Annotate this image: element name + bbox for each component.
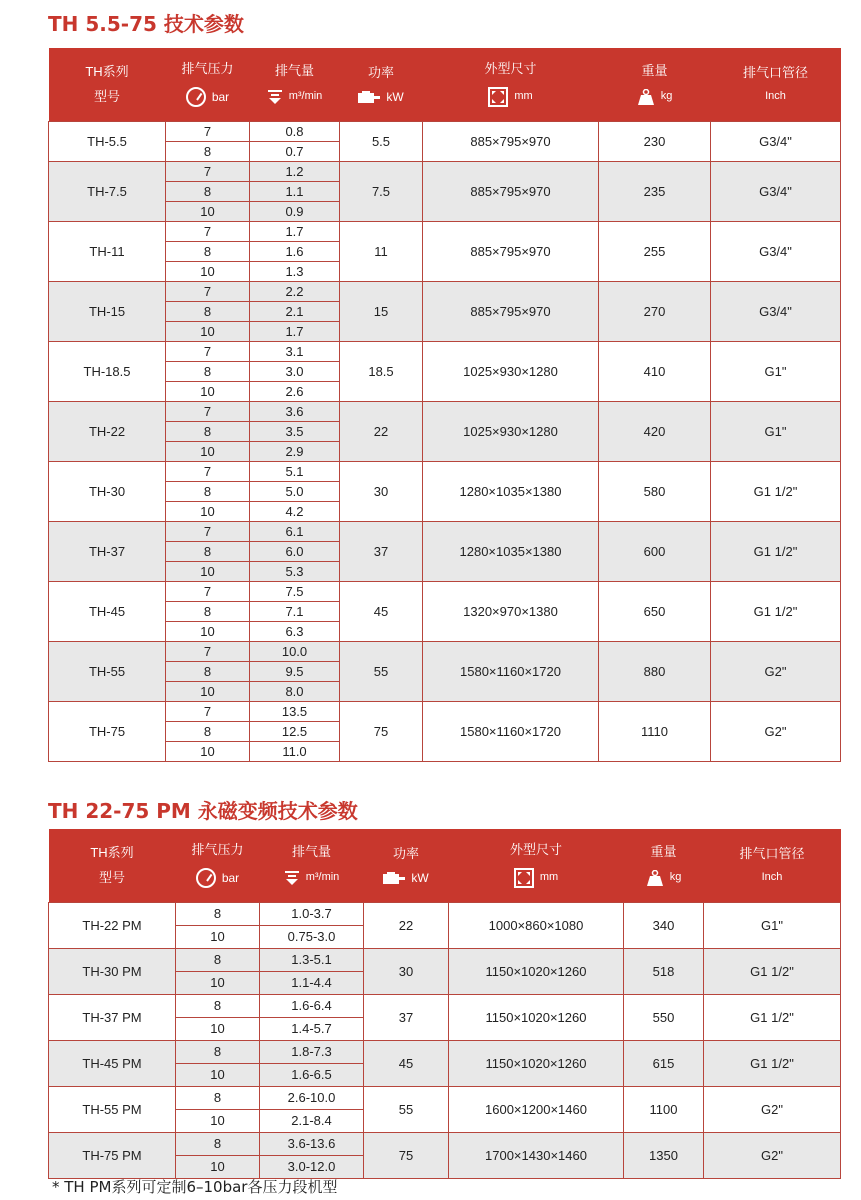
table-row	[49, 521, 841, 541]
header-dims-label: 外型尺寸	[509, 841, 562, 857]
weight-cell: 255	[599, 221, 711, 281]
spec-table-th-pm	[48, 829, 841, 1179]
motor-icon	[358, 91, 380, 103]
dims-cell: 1150×1020×1260	[449, 948, 624, 994]
model-cell: TH-22	[49, 401, 166, 461]
table-row	[49, 221, 841, 241]
flow-cell: 3.0-12.0	[260, 1155, 364, 1178]
dims-cell: 1025×930×1280	[423, 341, 599, 401]
pressure-cell: 8	[166, 421, 250, 441]
model-cell: TH-45 PM	[49, 1040, 176, 1086]
outlet-cell: G2"	[711, 641, 841, 701]
header-weight-unit: kg	[660, 90, 673, 103]
outlet-cell: G1 1/2"	[711, 521, 841, 581]
model-cell: TH-30	[49, 461, 166, 521]
pressure-cell: 7	[166, 461, 250, 481]
table-row	[49, 341, 841, 361]
weight-cell: 615	[624, 1040, 704, 1086]
header-model-label: TH系列	[90, 845, 134, 861]
outlet-cell: G1 1/2"	[704, 1040, 841, 1086]
header-flow-label: 排气量	[274, 62, 314, 78]
outlet-cell: G1"	[704, 902, 841, 948]
flow-cell: 13.5	[250, 701, 340, 721]
pressure-cell: 10	[166, 381, 250, 401]
dims-cell: 1700×1430×1460	[449, 1132, 624, 1178]
header-model-label: TH系列	[85, 64, 129, 80]
table-row	[49, 581, 841, 601]
header-outlet-unit: Inch	[765, 90, 786, 103]
pressure-cell: 8	[166, 141, 250, 161]
power-cell: 55	[364, 1086, 449, 1132]
power-cell: 11	[340, 221, 423, 281]
table-row	[49, 994, 841, 1017]
table-row	[49, 281, 841, 301]
header-weight	[599, 48, 711, 121]
header-dims-label: 外型尺寸	[484, 60, 537, 76]
flow-cell: 8.0	[250, 681, 340, 701]
dims-cell: 885×795×970	[423, 221, 599, 281]
header-flow	[250, 48, 340, 121]
header-outlet-label: 排气口管径	[739, 846, 805, 862]
weight-cell: 230	[599, 121, 711, 161]
power-cell: 18.5	[340, 341, 423, 401]
dims-cell: 1320×970×1380	[423, 581, 599, 641]
pressure-cell: 10	[166, 261, 250, 281]
flow-cell: 3.6	[250, 401, 340, 421]
dims-cell: 1150×1020×1260	[449, 1040, 624, 1086]
outlet-cell: G2"	[704, 1132, 841, 1178]
table-row	[49, 401, 841, 421]
header-weight	[624, 829, 704, 902]
weight-cell: 340	[624, 902, 704, 948]
flow-cell: 10.0	[250, 641, 340, 661]
header-outlet	[704, 829, 841, 902]
flow-cell: 2.2	[250, 281, 340, 301]
pressure-cell: 8	[176, 994, 260, 1017]
model-cell: TH-11	[49, 221, 166, 281]
pressure-cell: 10	[166, 501, 250, 521]
flow-cell: 0.75-3.0	[260, 925, 364, 948]
pressure-cell: 8	[176, 1040, 260, 1063]
table1-title: TH 5.5-75 技术参数	[48, 12, 244, 36]
table-row	[49, 121, 841, 141]
weight-cell: 235	[599, 161, 711, 221]
flow-cell: 1.2	[250, 161, 340, 181]
pressure-cell: 10	[166, 681, 250, 701]
weight-cell: 1350	[624, 1132, 704, 1178]
flow-cell: 9.5	[250, 661, 340, 681]
model-cell: TH-5.5	[49, 121, 166, 161]
outlet-cell: G1"	[711, 341, 841, 401]
header-pressure-label: 排气压力	[191, 841, 244, 857]
header-dims	[449, 829, 624, 902]
flow-cell: 5.1	[250, 461, 340, 481]
dims-cell: 885×795×970	[423, 161, 599, 221]
pressure-cell: 8	[166, 361, 250, 381]
dims-cell: 1600×1200×1460	[449, 1086, 624, 1132]
pressure-cell: 10	[166, 201, 250, 221]
weight-icon	[646, 870, 664, 886]
flow-cell: 3.6-13.6	[260, 1132, 364, 1155]
flow-cell: 1.4-5.7	[260, 1017, 364, 1040]
power-cell: 45	[340, 581, 423, 641]
pressure-cell: 7	[166, 401, 250, 421]
pressure-cell: 10	[176, 925, 260, 948]
model-cell: TH-15	[49, 281, 166, 341]
model-cell: TH-75	[49, 701, 166, 761]
dims-cell: 885×795×970	[423, 121, 599, 161]
pressure-cell: 7	[166, 281, 250, 301]
table-row	[49, 701, 841, 721]
header-flow	[260, 829, 364, 902]
weight-cell: 650	[599, 581, 711, 641]
power-cell: 22	[340, 401, 423, 461]
outlet-cell: G1 1/2"	[704, 994, 841, 1040]
spec-table-th	[48, 48, 841, 762]
pressure-cell: 8	[176, 1132, 260, 1155]
flow-cell: 0.7	[250, 141, 340, 161]
pressure-cell: 7	[166, 641, 250, 661]
dims-cell: 1000×860×1080	[449, 902, 624, 948]
weight-cell: 1110	[599, 701, 711, 761]
flow-cell: 4.2	[250, 501, 340, 521]
flow-cell: 5.0	[250, 481, 340, 501]
header-power-unit: kW	[411, 870, 429, 885]
header-dims-unit: mm	[514, 90, 533, 103]
table-row	[49, 1132, 841, 1155]
flow-cell: 3.5	[250, 421, 340, 441]
header-dims-unit: mm	[539, 871, 559, 884]
header-model-sub: 型号	[93, 89, 120, 105]
outlet-cell: G2"	[711, 701, 841, 761]
pressure-cell: 10	[166, 741, 250, 761]
model-cell: TH-75 PM	[49, 1132, 176, 1178]
table-row	[49, 161, 841, 181]
header-pressure-unit: bar	[211, 89, 230, 104]
model-cell: TH-55 PM	[49, 1086, 176, 1132]
weight-cell: 580	[599, 461, 711, 521]
flow-cell: 2.1	[250, 301, 340, 321]
weight-cell: 600	[599, 521, 711, 581]
header-outlet	[711, 48, 841, 121]
flow-cell: 1.6-6.4	[260, 994, 364, 1017]
dims-cell: 885×795×970	[423, 281, 599, 341]
pressure-cell: 10	[176, 1155, 260, 1178]
pressure-cell: 10	[166, 621, 250, 641]
pressure-cell: 10	[166, 321, 250, 341]
dims-cell: 1280×1035×1380	[423, 521, 599, 581]
flow-cell: 11.0	[250, 741, 340, 761]
model-cell: TH-45	[49, 581, 166, 641]
outlet-cell: G1 1/2"	[711, 581, 841, 641]
pressure-cell: 7	[166, 701, 250, 721]
pressure-gauge-icon	[196, 868, 216, 888]
flow-cell: 1.3	[250, 261, 340, 281]
pressure-cell: 8	[166, 181, 250, 201]
flow-cell: 1.1	[250, 181, 340, 201]
weight-icon	[637, 89, 655, 105]
table2-title: TH 22-75 PM 永磁变频技术参数	[48, 799, 358, 823]
pressure-cell: 7	[166, 341, 250, 361]
weight-cell: 1100	[624, 1086, 704, 1132]
pressure-cell: 7	[166, 161, 250, 181]
flow-cell: 7.1	[250, 601, 340, 621]
table-header-row	[49, 829, 841, 902]
weight-cell: 270	[599, 281, 711, 341]
table-row	[49, 902, 841, 925]
header-model-sub: 型号	[98, 870, 125, 886]
header-flow-label: 排气量	[291, 843, 331, 859]
pressure-cell: 10	[176, 1109, 260, 1132]
outlet-cell: G2"	[704, 1086, 841, 1132]
flow-cell: 2.6	[250, 381, 340, 401]
pressure-cell: 8	[166, 481, 250, 501]
flow-cell: 6.3	[250, 621, 340, 641]
weight-cell: 410	[599, 341, 711, 401]
power-cell: 37	[340, 521, 423, 581]
header-pressure	[166, 48, 250, 121]
dimensions-icon	[488, 87, 508, 107]
dims-cell: 1580×1160×1720	[423, 701, 599, 761]
pressure-cell: 7	[166, 121, 250, 141]
flow-cell: 0.8	[250, 121, 340, 141]
table-row	[49, 461, 841, 481]
outlet-cell: G3/4"	[711, 121, 841, 161]
header-flow-unit: m³/min	[305, 871, 340, 884]
power-cell: 15	[340, 281, 423, 341]
weight-cell: 550	[624, 994, 704, 1040]
outlet-cell: G1 1/2"	[704, 948, 841, 994]
flow-cell: 5.3	[250, 561, 340, 581]
flow-cell: 2.9	[250, 441, 340, 461]
flow-cell: 2.6-10.0	[260, 1086, 364, 1109]
pressure-cell: 10	[166, 561, 250, 581]
pressure-cell: 8	[166, 541, 250, 561]
flow-cell: 3.1	[250, 341, 340, 361]
model-cell: TH-55	[49, 641, 166, 701]
outlet-cell: G3/4"	[711, 221, 841, 281]
pressure-cell: 7	[166, 581, 250, 601]
header-dims	[423, 48, 599, 121]
power-cell: 30	[364, 948, 449, 994]
pressure-cell: 10	[176, 971, 260, 994]
motor-icon	[383, 872, 405, 884]
header-model	[49, 48, 166, 121]
flow-cell: 6.0	[250, 541, 340, 561]
dimensions-icon	[514, 868, 534, 888]
header-pressure-unit: bar	[221, 870, 240, 885]
flow-cell: 6.1	[250, 521, 340, 541]
table-row	[49, 1086, 841, 1109]
table-row	[49, 641, 841, 661]
power-cell: 30	[340, 461, 423, 521]
dims-cell: 1580×1160×1720	[423, 641, 599, 701]
power-cell: 37	[364, 994, 449, 1040]
flow-cell: 3.0	[250, 361, 340, 381]
pressure-cell: 8	[176, 1086, 260, 1109]
weight-cell: 880	[599, 641, 711, 701]
dims-cell: 1150×1020×1260	[449, 994, 624, 1040]
model-cell: TH-22 PM	[49, 902, 176, 948]
power-cell: 75	[340, 701, 423, 761]
header-flow-unit: m³/min	[288, 90, 323, 103]
power-cell: 7.5	[340, 161, 423, 221]
pressure-gauge-icon	[186, 87, 206, 107]
flow-cell: 1.0-3.7	[260, 902, 364, 925]
table-row	[49, 948, 841, 971]
flow-cell: 1.3-5.1	[260, 948, 364, 971]
table-header-row	[49, 48, 841, 121]
power-cell: 55	[340, 641, 423, 701]
dims-cell: 1280×1035×1380	[423, 461, 599, 521]
flow-cell: 7.5	[250, 581, 340, 601]
power-cell: 22	[364, 902, 449, 948]
flow-cell: 12.5	[250, 721, 340, 741]
header-pressure-label: 排气压力	[181, 60, 234, 76]
flow-cell: 1.7	[250, 321, 340, 341]
airflow-icon	[284, 870, 300, 886]
flow-cell: 0.9	[250, 201, 340, 221]
header-pressure	[176, 829, 260, 902]
header-power	[340, 48, 423, 121]
table-row	[49, 1040, 841, 1063]
weight-cell: 420	[599, 401, 711, 461]
header-outlet-label: 排气口管径	[742, 65, 808, 81]
flow-cell: 1.8-7.3	[260, 1040, 364, 1063]
outlet-cell: G1 1/2"	[711, 461, 841, 521]
model-cell: TH-30 PM	[49, 948, 176, 994]
header-power-unit: kW	[386, 89, 404, 104]
model-cell: TH-18.5	[49, 341, 166, 401]
flow-cell: 2.1-8.4	[260, 1109, 364, 1132]
flow-cell: 1.6-6.5	[260, 1063, 364, 1086]
header-weight-unit: kg	[669, 871, 682, 884]
pressure-cell: 8	[166, 661, 250, 681]
pressure-cell: 10	[176, 1063, 260, 1086]
pressure-cell: 8	[166, 601, 250, 621]
pressure-cell: 8	[176, 948, 260, 971]
flow-cell: 1.1-4.4	[260, 971, 364, 994]
header-model	[49, 829, 176, 902]
header-power-label: 功率	[392, 845, 419, 861]
power-cell: 45	[364, 1040, 449, 1086]
footnote: * TH PM系列可定制6–10bar各压力段机型	[52, 1178, 338, 1196]
model-cell: TH-37	[49, 521, 166, 581]
header-weight-label: 重量	[650, 843, 677, 859]
dims-cell: 1025×930×1280	[423, 401, 599, 461]
power-cell: 75	[364, 1132, 449, 1178]
model-cell: TH-7.5	[49, 161, 166, 221]
model-cell: TH-37 PM	[49, 994, 176, 1040]
pressure-cell: 8	[166, 241, 250, 261]
pressure-cell: 7	[166, 221, 250, 241]
airflow-icon	[267, 89, 283, 105]
outlet-cell: G3/4"	[711, 161, 841, 221]
pressure-cell: 7	[166, 521, 250, 541]
outlet-cell: G1"	[711, 401, 841, 461]
header-weight-label: 重量	[641, 62, 668, 78]
outlet-cell: G3/4"	[711, 281, 841, 341]
pressure-cell: 8	[166, 721, 250, 741]
header-power	[364, 829, 449, 902]
pressure-cell: 8	[176, 902, 260, 925]
header-power-label: 功率	[367, 64, 394, 80]
flow-cell: 1.6	[250, 241, 340, 261]
pressure-cell: 8	[166, 301, 250, 321]
header-outlet-unit: Inch	[761, 871, 783, 884]
pressure-cell: 10	[176, 1017, 260, 1040]
pressure-cell: 10	[166, 441, 250, 461]
flow-cell: 1.7	[250, 221, 340, 241]
power-cell: 5.5	[340, 121, 423, 161]
weight-cell: 518	[624, 948, 704, 994]
